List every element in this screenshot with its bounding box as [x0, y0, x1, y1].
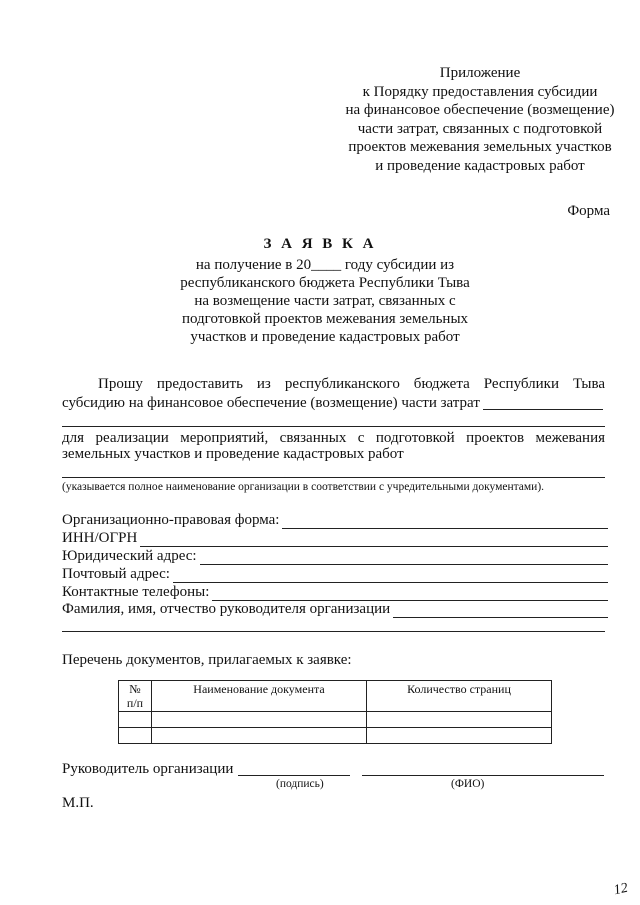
document-subtitle: [160, 256, 490, 346]
inn-ogrn-field[interactable]: [62, 529, 608, 547]
subtitle-line: на получение в 20____ году субсидии из: [195, 257, 455, 273]
document-title: З А Я В К А: [263, 236, 377, 252]
legal-address-label: Юридический адрес:: [62, 548, 197, 564]
table-cell[interactable]: [152, 728, 367, 744]
appendix-header: [330, 64, 630, 175]
subtitle-line: на возмещение части затрат, связанных с: [194, 293, 456, 309]
appendix-line: и проведение кадастровых работ: [375, 157, 585, 174]
signature-caption: (подпись): [276, 778, 324, 790]
page-number: 12: [612, 880, 630, 899]
request-text-line-1: Прошу предоставить из республиканского бюджета Республики Тыва: [98, 376, 605, 392]
fio-line[interactable]: [362, 775, 604, 776]
postal-address-label: Почтовый адрес:: [62, 566, 170, 582]
legal-address-line[interactable]: [200, 550, 608, 565]
table-header-row: [119, 681, 552, 712]
appendix-line: Приложение: [439, 65, 521, 81]
col-number-header: [119, 681, 152, 712]
org-name-hint: (указывается полное наименование организации в соответствии с учредительными документами).: [62, 481, 545, 493]
appendix-line: части затрат, связанных с подготовкой: [357, 120, 603, 137]
request-text-line-3: для реализации мероприятий, связанных с подготовкой проектов межевания: [62, 430, 605, 446]
stamp-place-label: М.П.: [62, 795, 94, 811]
signature-line[interactable]: [238, 775, 350, 776]
col-name-header: Наименование документа: [152, 681, 367, 712]
col-number-header-line-2: п/п: [126, 696, 144, 710]
org-name-fill-line-3[interactable]: [62, 477, 605, 478]
appendix-line: на финансовое обеспечение (возмещение): [345, 102, 615, 118]
head-signature-label: Руководитель организации: [62, 761, 234, 777]
table-row[interactable]: [119, 712, 552, 728]
inn-ogrn-line[interactable]: [140, 532, 608, 547]
org-legal-form-label: Организационно-правовая форма:: [62, 512, 280, 528]
table-cell[interactable]: [152, 712, 367, 728]
subtitle-line: республиканского бюджета Республики Тыва: [180, 275, 470, 291]
col-pages-header: Количество страниц: [367, 681, 552, 712]
postal-address-field[interactable]: [62, 565, 608, 583]
subtitle-line: участков и проведение кадастровых работ: [190, 329, 460, 345]
head-name-line-2[interactable]: [62, 631, 605, 632]
subtitle-line: подготовкой проектов межевания земельных: [181, 311, 469, 327]
legal-address-field[interactable]: [62, 547, 608, 565]
head-name-field[interactable]: [62, 600, 608, 618]
phones-field[interactable]: [62, 583, 608, 601]
org-name-fill-line[interactable]: [483, 409, 603, 410]
appendix-line: проектов межевания земельных участков: [348, 139, 612, 155]
request-text-line-2: субсидию на финансовое обеспечение (возмещение) части затрат: [62, 395, 480, 411]
table-cell[interactable]: [367, 728, 552, 744]
table-cell[interactable]: [367, 712, 552, 728]
org-legal-form-field[interactable]: [62, 511, 608, 529]
postal-address-line[interactable]: [173, 568, 608, 583]
request-text-line-4: земельных участков и проведение кадастровых работ: [62, 446, 404, 462]
org-name-fill-line-2[interactable]: [62, 426, 605, 427]
documents-table: [118, 680, 552, 744]
fio-caption: (ФИО): [451, 778, 485, 790]
table-row[interactable]: [119, 728, 552, 744]
table-cell[interactable]: [119, 712, 152, 728]
phones-line[interactable]: [212, 586, 608, 601]
head-name-line[interactable]: [393, 603, 608, 618]
documents-heading: Перечень документов, прилагаемых к заявке:: [62, 652, 352, 668]
head-name-label: Фамилия, имя, отчество руководителя организации: [62, 601, 391, 617]
form-label: Форма: [567, 203, 610, 219]
table-cell[interactable]: [119, 728, 152, 744]
org-legal-form-line[interactable]: [282, 514, 608, 529]
phones-label: Контактные телефоны:: [62, 584, 210, 600]
appendix-line: к Порядку предоставления субсидии: [362, 83, 598, 100]
inn-ogrn-label: ИНН/ОГРН: [62, 530, 138, 546]
col-number-header-line-1: №: [129, 682, 141, 696]
